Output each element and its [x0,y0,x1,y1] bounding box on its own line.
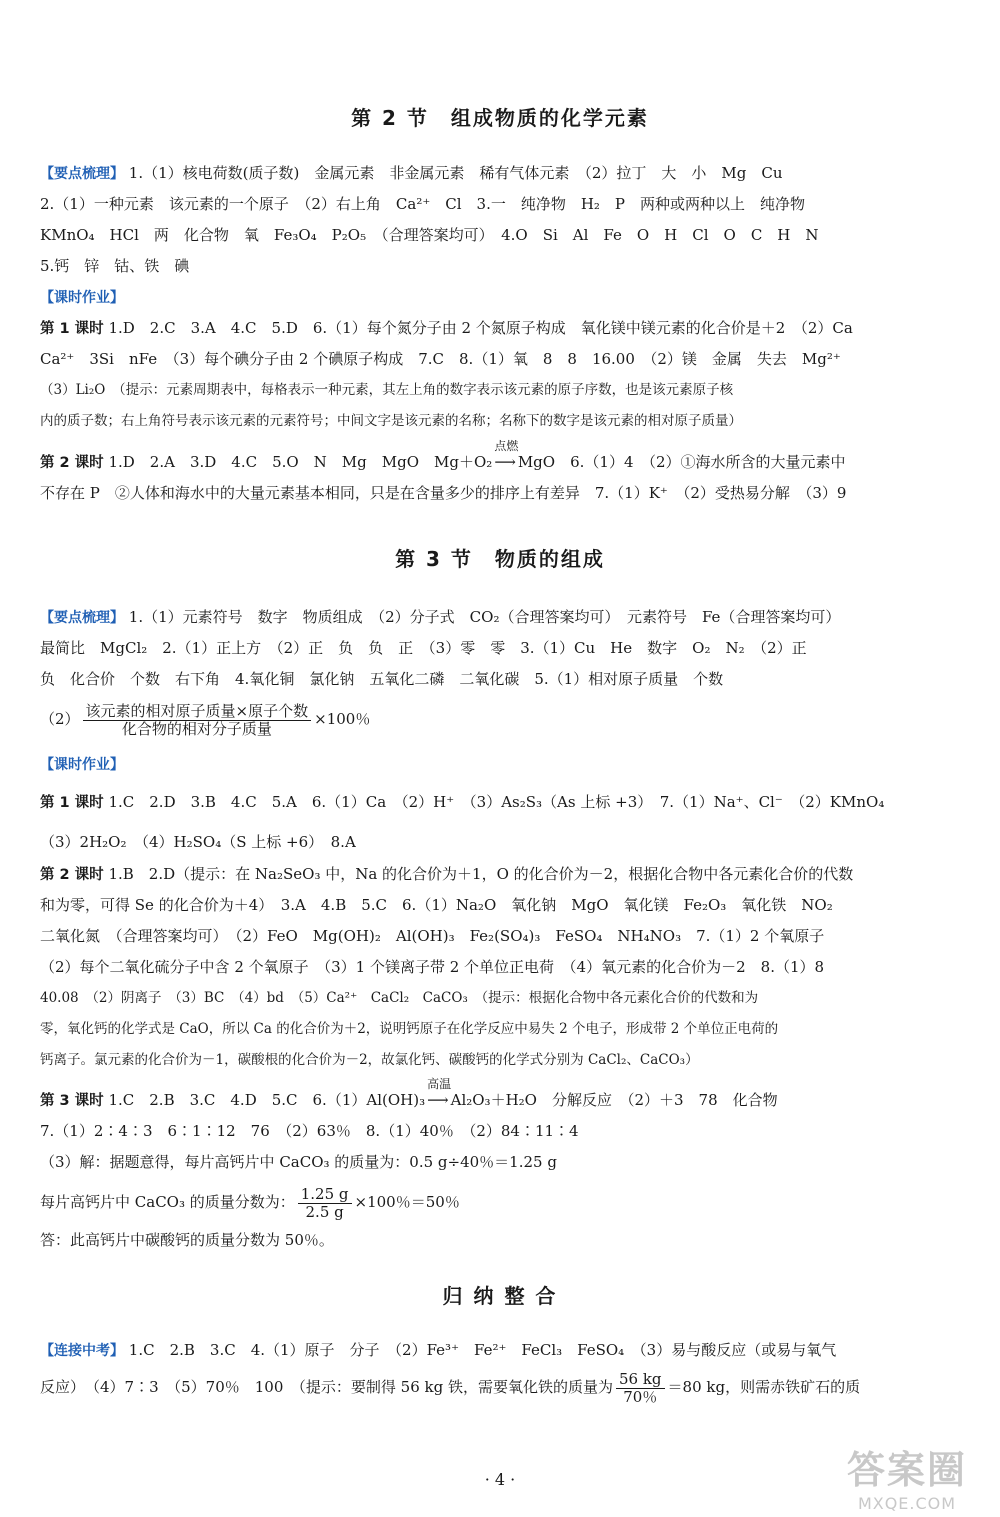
answer-line: （2）每个二氧化硫分子中含 2 个氧原子 （3）1 个镁离子带 2 个单位正电荷 （4）氧元素的化合价为－2 8.（1）8 [40,958,825,976]
fraction-numerator: 56 kg [616,1371,665,1389]
homework-tag: 【课时作业】 [40,757,124,773]
answer-text: 反应） （4）7∶3 （5）70％ 100 （提示：要制得 56 kg 铁，需要氧化铁的质量为 [40,1378,613,1396]
answer-text: 每片高钙片中 CaCO₃ 的质量分数为： [40,1193,295,1211]
key-points-tag: 【要点梳理】 [40,166,124,182]
fraction-numerator: 该元素的相对原子质量×原子个数 [83,703,312,721]
formula-line [40,700,960,738]
answer-line: Ca²⁺ 3Si nFe （3）每个碘分子由 2 个碘原子构成 7.C 8.（1）氧 8 8 16.00 （2）镁 金属 失去 Mg²⁺ [40,350,841,368]
answer-text: 1.D 2.C 3.A 4.C 5.D 6.（1）每个氮分子由 2 个氮原子构成 氧化镁中镁元素的化合价是＋2 （2）Ca [108,319,853,337]
answer-line: KMnO₄ HCl 两 化合物 氧 Fe₃O₄ P₂O₅ （合理答案均可） 4.O Si Al Fe O H Cl O C H N [40,226,819,244]
answer-line [40,439,960,473]
answer-line: 负 化合价 个数 右下角 4.氧化铜 氯化钠 五氧化二磷 二氧化碳 5.（1）相对原子质量 个数 [40,670,724,688]
answer-line: 5.钙 锌 钴、铁 碘 [40,257,190,275]
fraction [83,703,312,738]
formula-line [40,1368,960,1406]
section-2-title: 第 2 节 组成物质的化学元素 [351,106,649,130]
answer-line: 40.08 （2）阴离子 （3）BC （4）bd （5）Ca²⁺ CaCl₂ CaCO₃ （提示：根据化合物中各元素化合价的代数和为 [40,990,759,1006]
page-number: · 4 · [484,1470,516,1489]
answer-line: （3）2H₂O₂ （4）H₂SO₄（S 上标 +6） 8.A [40,833,356,851]
answer-text: 1.C 2.B 3.C 4.（1）原子 分子 （2）Fe³⁺ Fe²⁺ FeCl₃ FeSO₄ （3）易与酸反应（或易与氧气 [128,1341,837,1359]
answer-line [40,864,960,885]
fraction [616,1371,665,1406]
watermark-text: 答案圈 [846,1448,967,1492]
hint-line: 零，氧化钙的化学式是 CaO，所以 Ca 的化合价为＋2，说明钙原子在化学反应中易失 2 个电子，形成带 2 个单位正电荷的 [40,1021,779,1037]
answer-text: 1.B 2.D（提示：在 Na₂SeO₃ 中，Na 的化合价为＋1，O 的化合价为－2，根据化合物中各元素化合价的代数 [108,865,854,883]
key-points-tag: 【要点梳理】 [40,610,124,626]
section-summary-title: 归 纳 整 合 [442,1284,558,1308]
answer-line [40,318,960,339]
answer-text: 1.（1）元素符号 数字 物质组成 （2）分子式 CO₂（合理答案均可） 元素符号 Fe（合理答案均可） [128,608,841,626]
answer-line: 2.（1）一种元素 该元素的一个原子 （2）右上角 Ca²⁺ Cl 3.一 纯净物 H₂ P 两种或两种以上 纯净物 [40,195,806,213]
fraction-numerator: 1.25 g [298,1186,352,1204]
reaction-arrow: 点燃 ⟶ [494,452,516,472]
answer-text: ×100％ [314,710,371,728]
fraction-denominator: 化合物的相对分子质量 [121,719,272,738]
answer-line: （3）解：据题意得，每片高钙片中 CaCO₃ 的质量为：0.5 g÷40％＝1.25 g [40,1153,557,1171]
answer-text: ＝80 kg，则需赤铁矿石的质 [667,1378,861,1396]
answer-text: 1.D 2.A 3.D 4.C 5.O N Mg MgO Mg＋O₂ [108,453,493,471]
answer-line: 答：此高钙片中碳酸钙的质量分数为 50％。 [40,1231,334,1249]
answer-line [40,163,960,184]
answer-line: 二氧化氮 （合理答案均可） （2）FeO Mg(OH)₂ Al(OH)₃ Fe₂(SO₄)₃ FeSO₄ NH₄NO₃ 7.（1）2 个氧原子 [40,927,825,945]
answer-line: 不存在 P ②人体和海水中的大量元素基本相同，只是在含量多少的排序上有差异 7.（1）K⁺ （2）受热易分解 （3）9 [40,484,847,502]
reaction-arrow: 高温 ⟶ [427,1090,449,1110]
answer-line [40,754,960,775]
answer-text: MgO 6.（1）4 （2）①海水所含的大量元素中 [517,453,846,471]
answer-line [40,287,960,308]
lesson-label: 第 1 课时 [40,795,104,811]
fraction-denominator: 2.5 g [305,1202,344,1221]
answer-line: 最简比 MgCl₂ 2.（1）正上方 （2）正 负 负 正 （3）零 零 3.（1）Cu He 数字 O₂ N₂ （2）正 [40,639,807,657]
fraction-denominator: 70％ [623,1387,658,1406]
formula-line [40,1183,960,1221]
answer-line [40,607,960,628]
answer-text: Al₂O₃＋H₂O 分解反应 （2）＋3 78 化合物 [450,1091,778,1109]
lesson-label: 第 2 课时 [40,867,104,883]
fraction [298,1186,352,1221]
exam-link-tag: 【连接中考】 [40,1343,124,1359]
lesson-label: 第 2 课时 [40,455,104,471]
reaction-condition: 高温 [427,1077,452,1091]
answer-text: 1.（1）核电荷数(质子数) 金属元素 非金属元素 稀有气体元素 （2）拉丁 大 小 Mg Cu [128,164,783,182]
lesson-label: 第 3 课时 [40,1093,104,1109]
answer-line [40,1077,960,1111]
watermark-url: MXQE.COM [857,1494,957,1513]
answer-line: 7.（1）2∶4∶3 6∶1∶12 76 （2）63％ 8.（1）40％ （2）84∶11∶4 [40,1122,579,1140]
answer-text: ×100％＝50％ [354,1193,460,1211]
answer-text: 1.C 2.B 3.C 4.D 5.C 6.（1）Al(OH)₃ [108,1091,426,1109]
watermark-logo [832,1439,982,1513]
hint-line: 钙离子。氯元素的化合价为－1，碳酸根的化合价为－2，故氯化钙、碳酸钙的化学式分别为 CaCl₂、CaCO₃） [40,1052,699,1068]
answer-text: 1.C 2.D 3.B 4.C 5.A 6.（1）Ca （2）H⁺ （3）As₂S₃（As 上标 +3） 7.（1）Na⁺、Cl⁻ （2）KMnO₄ [108,793,885,811]
answer-text: （2） [40,710,80,728]
answer-line [40,792,960,813]
homework-tag: 【课时作业】 [40,290,124,306]
section-3-title: 第 3 节 物质的组成 [395,547,605,571]
reaction-condition: 点燃 [494,439,519,453]
hint-line: （3）Li₂O （提示：元素周期表中，每格表示一种元素，其左上角的数字表示该元素的原子序数，也是该元素原子核 [40,382,734,398]
answer-line [40,1340,960,1361]
hint-line: 内的质子数；右上角符号表示该元素的元素符号；中间文字是该元素的名称；名称下的数字是该元素的相对原子质量） [40,413,742,429]
lesson-label: 第 1 课时 [40,321,104,337]
answer-line: 和为零，可得 Se 的化合价为＋4） 3.A 4.B 5.C 6.（1）Na₂O 氧化钠 MgO 氧化镁 Fe₂O₃ 氧化铁 NO₂ [40,896,833,914]
